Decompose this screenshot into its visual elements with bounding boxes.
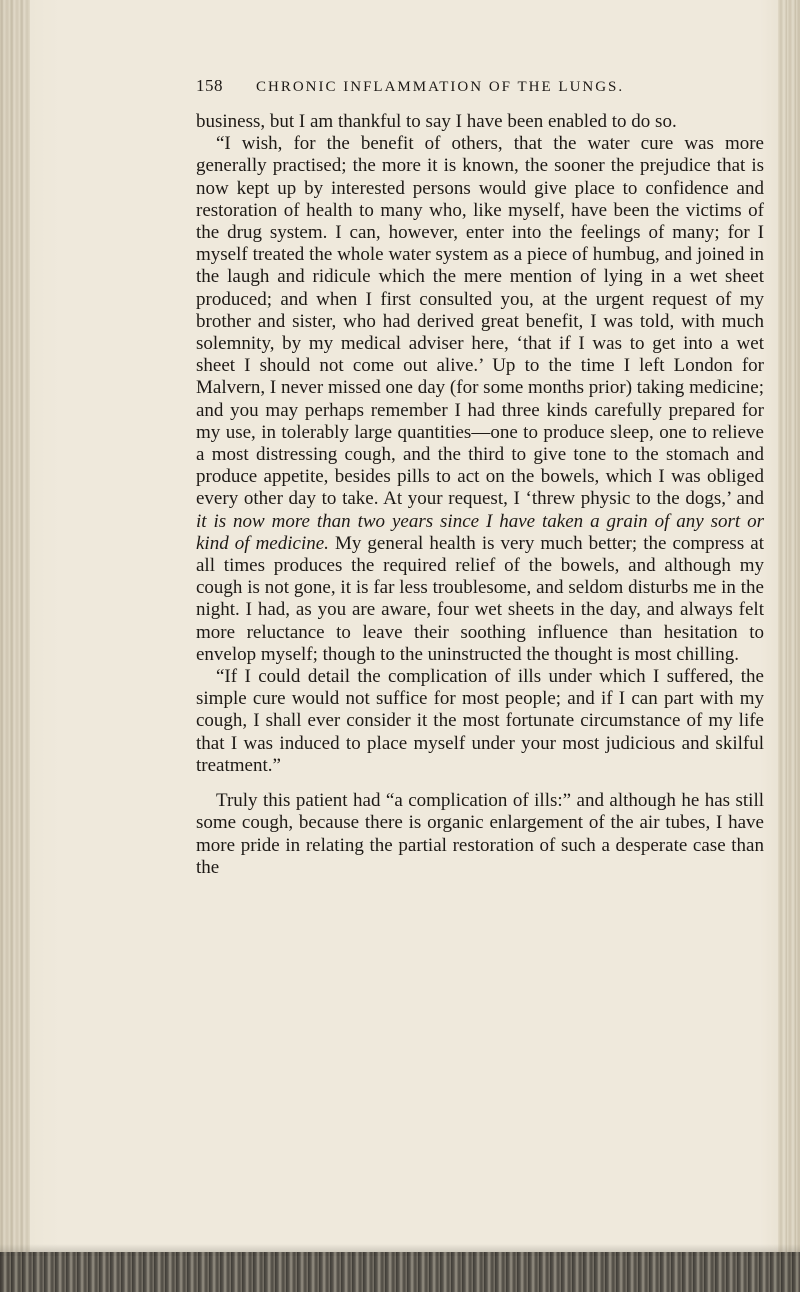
page-number: 158: [196, 76, 223, 95]
body-text: [196, 111, 764, 879]
page-right-edge: [778, 0, 800, 1292]
paragraph-3: “If I could detail the complication of ills under which I suffered, the simple cure would not suffice for most people; and if I can part with my cough, I shall ever consider it the most fortunate circumstance of my life that I was induced to place myself under your most judicious and skilful treatment.”: [196, 666, 764, 776]
page-header: [196, 76, 756, 100]
paragraph-4: Truly this patient had “a complication of ills:” and although he has still some cough, because there is organic enlargement of the air tubes, I have more pride in relating the partial restoration of such a desperate case than the: [196, 790, 764, 878]
paragraph-2-text: “I wish, for the benefit of others, that the water cure was more generally practised; the more it is known, the sooner the prejudice that is now kept up by interested persons would give place to confidence and restoration of health to many who, like myself, have been the victims of the drug system. I can, however, enter into the feelings of many; for I myself treated the whole water system as a piece of humbug, and joined in the laugh and ridicule which the mere mention of lying in a wet sheet produced; and when I first consulted you, at the urgent request of my brother and sister, who had derived great benefit, I was told, with much solemnity, by my medical adviser here, ‘that if I was to get into a wet sheet I should not come out alive.’ Up to the time I left London for Malvern, I never missed one day (for some months prior) taking medicine; and you may perhaps remember I had three kinds carefully prepared for my use, in tolerably large quantities—one to produce sleep, one to relieve a most distressing cough, and the third to give tone to the stomach and produce appetite, besides pills to act on the bowels, which I was obliged every other day to take. At your request, I ‘threw physic to the dogs,’ and: [196, 133, 764, 510]
paragraph-2-italic: it is now more than two years since I have taken a grain of any sort or kind of medicine.: [196, 510, 764, 554]
paragraph-2: [196, 133, 764, 666]
page-left-edge: [0, 0, 30, 1292]
page-bottom-edge: [0, 1252, 800, 1292]
running-head: CHRONIC INFLAMMATION OF THE LUNGS.: [256, 79, 625, 95]
paragraph-2-end: My general health is very much better; the compress at all times produces the required relief of the bowels, and although my cough is not gone, it is far less troublesome, and seldom disturbs me in the night. I had, as you are aware, four wet sheets in the day, and always felt more reluctance to leave their soothing influence than hesitation to envelop myself; though to the uninstructed the thought is most chilling.: [196, 532, 764, 665]
paragraph-1: business, but I am thankful to say I have been enabled to do so.: [196, 111, 677, 132]
